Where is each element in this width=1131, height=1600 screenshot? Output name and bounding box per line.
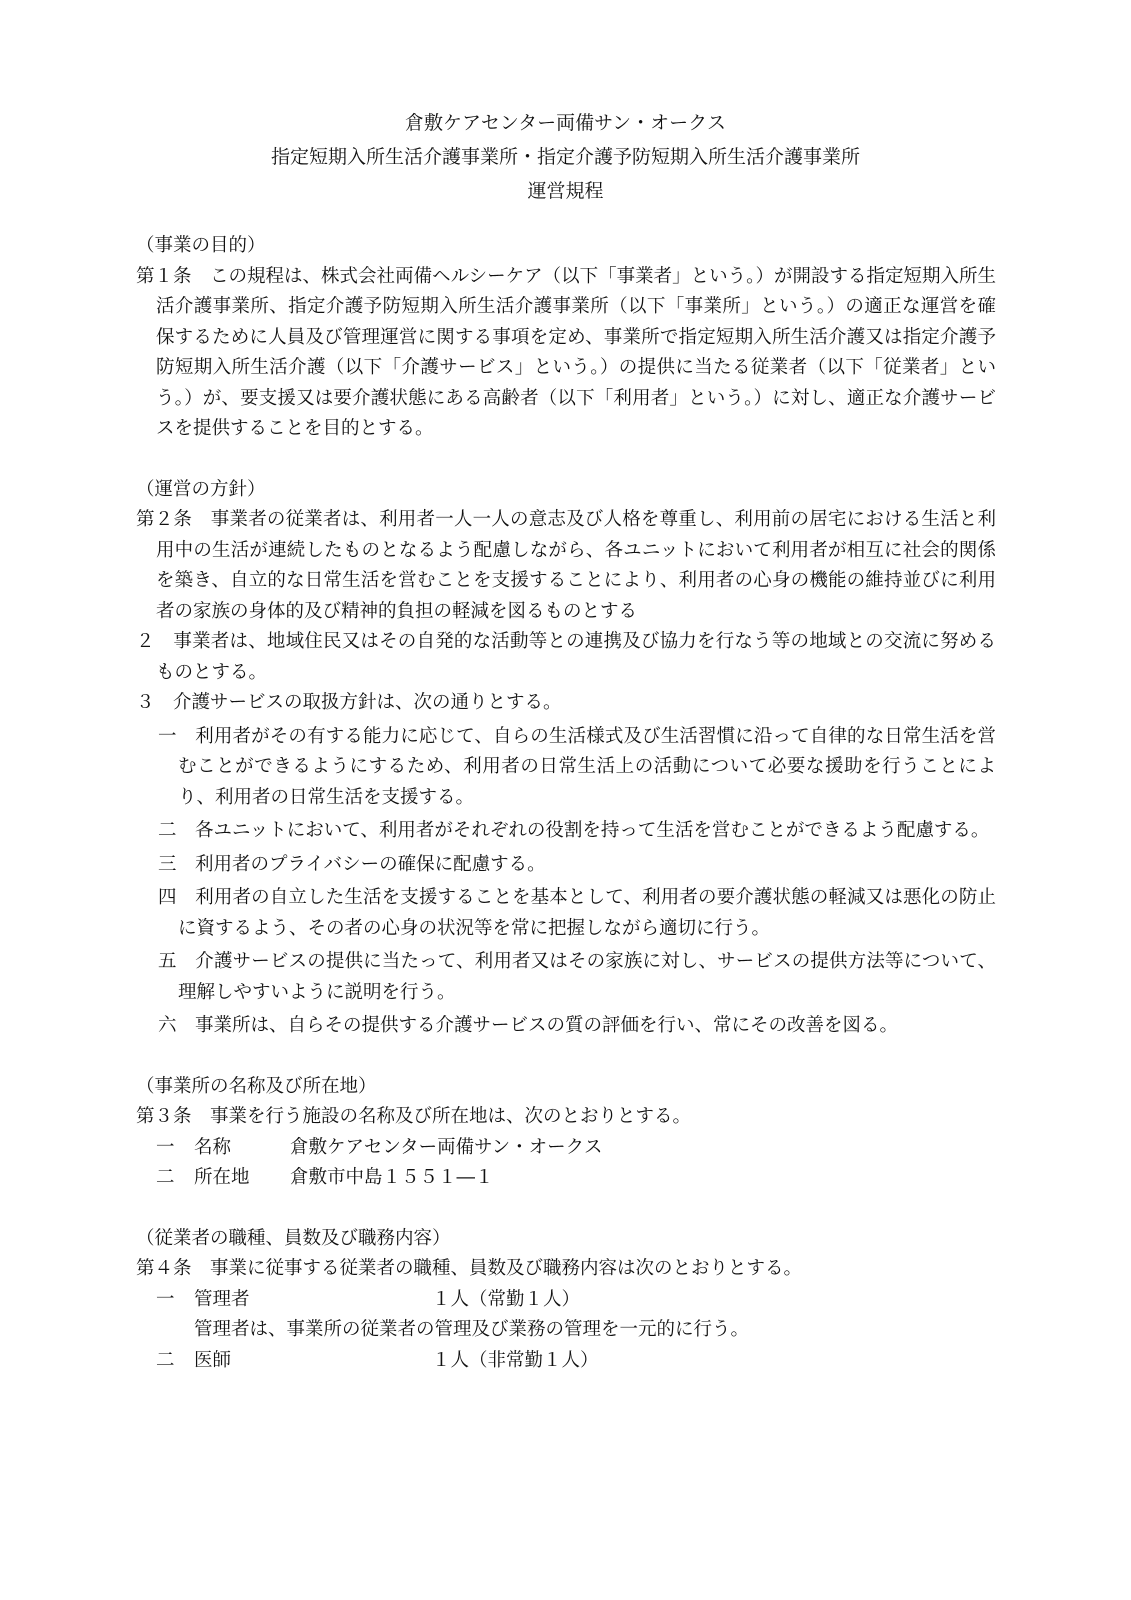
document-title <box>0 106 1131 208</box>
article-2-item-3: 三 利用者のプライバシーの確保に配慮する。 <box>158 853 546 875</box>
article-2-text: 第２条 事業者の従業者は、利用者一人一人の意志及び人格を尊重し、利用前の居宅における生活と利用中の生活が連続したものとなるよう配慮しながら、各ユニットにおいて利用者が相互に社会的関係を築き、自立的な日常生活を営むことを支援することにより、利用者の心身の機能の維持並びに利用者の家族の身体的及び精神的負担の軽減を図るものとする <box>136 509 996 622</box>
staff-row-manager <box>136 1285 996 1316</box>
facility-name-row <box>136 1133 996 1164</box>
row-label: 名称 <box>194 1136 232 1158</box>
article-4 <box>136 1224 996 1377</box>
row-label: 所在地 <box>194 1167 250 1188</box>
row-number: 一 <box>156 1288 175 1310</box>
article-2-paragraph-3: ３ 介護サービスの取扱方針は、次の通りとする。 <box>136 692 562 713</box>
article-1-heading: （事業の目的） <box>136 235 266 256</box>
staff-row-doctor <box>136 1346 996 1377</box>
row-value: 倉敷市中島１５５１―１ <box>290 1167 494 1188</box>
article-1 <box>136 231 996 445</box>
facility-address-row <box>136 1163 996 1194</box>
article-4-heading: （従業者の職種、員数及び職務内容） <box>136 1227 451 1249</box>
title-business-name: 指定短期入所生活介護事業所・指定介護予防短期入所生活介護事業所 <box>270 146 860 168</box>
title-facility-name: 倉敷ケアセンター両備サン・オークス <box>405 112 726 134</box>
row-number: 二 <box>156 1167 175 1188</box>
article-2-item-6: 六 事業所は、自らその提供する介護サービスの質の評価を行い、常にその改善を図る。 <box>158 1015 899 1036</box>
row-label: 管理者 <box>194 1288 250 1310</box>
staff-row-manager-description: 管理者は、事業所の従業者の管理及び業務の管理を一元的に行う。 <box>194 1319 750 1340</box>
article-2-heading: （運営の方針） <box>136 478 266 500</box>
article-2-item-5: 五 介護サービスの提供に当たって、利用者又はその家族に対し、サービスの提供方法等について、理解しやすいように説明を行う。 <box>158 951 996 1003</box>
article-3 <box>136 1072 996 1194</box>
title-regulation: 運営規程 <box>527 180 604 202</box>
row-value: 倉敷ケアセンター両備サン・オークス <box>290 1136 603 1158</box>
row-number: 二 <box>156 1349 175 1371</box>
row-value: １人（常勤１人） <box>432 1288 581 1310</box>
article-4-text: 第４条 事業に従事する従業者の職種、員数及び職務内容は次のとおりとする。 <box>136 1258 803 1279</box>
article-3-text: 第３条 事業を行う施設の名称及び所在地は、次のとおりとする。 <box>136 1106 692 1127</box>
row-label: 医師 <box>194 1349 232 1371</box>
article-2 <box>136 475 996 1042</box>
article-2-item-2: 二 各ユニットにおいて、利用者がそれぞれの役割を持って生活を営むことができるよう配慮する。 <box>158 820 990 841</box>
article-2-item-4: 四 利用者の自立した生活を支援することを基本として、利用者の要介護状態の軽減又は悪化の防止に資するよう、その者の心身の状況等を常に把握しながら適切に行う。 <box>158 887 996 939</box>
article-3-heading: （事業所の名称及び所在地） <box>136 1075 377 1097</box>
article-2-paragraph-2: ２ 事業者は、地域住民又はその自発的な活動等との連携及び協力を行なう等の地域との交流に努めるものとする。 <box>136 631 996 683</box>
article-1-text: 第１条 この規程は、株式会社両備ヘルシーケア（以下「事業者」という。）が開設する指定短期入所生活介護事業所、指定介護予防短期入所生活介護事業所（以下「事業所」という。）の適正な運営を確保するために人員及び管理運営に関する事項を定め、事業所で指定短期入所生活介護又は指定介護予防短期入所生活介護（以下「介護サービス」という。）の提供に当たる従業者（以下「従業者」という。）が、要支援又は要介護状態にある高齢者（以下「利用者」という。）に対し、適正な介護サービスを提供することを目的とする。 <box>136 265 996 439</box>
article-2-item-1: 一 利用者がその有する能力に応じて、自らの生活様式及び生活習慣に沿って自律的な日常生活を営むことができるようにするため、利用者の日常生活上の活動について必要な援助を行うことにより、利用者の日常生活を支援する。 <box>158 725 996 808</box>
row-value: １人（非常勤１人） <box>432 1349 599 1371</box>
row-number: 一 <box>156 1136 175 1158</box>
document-body <box>136 231 996 1406</box>
